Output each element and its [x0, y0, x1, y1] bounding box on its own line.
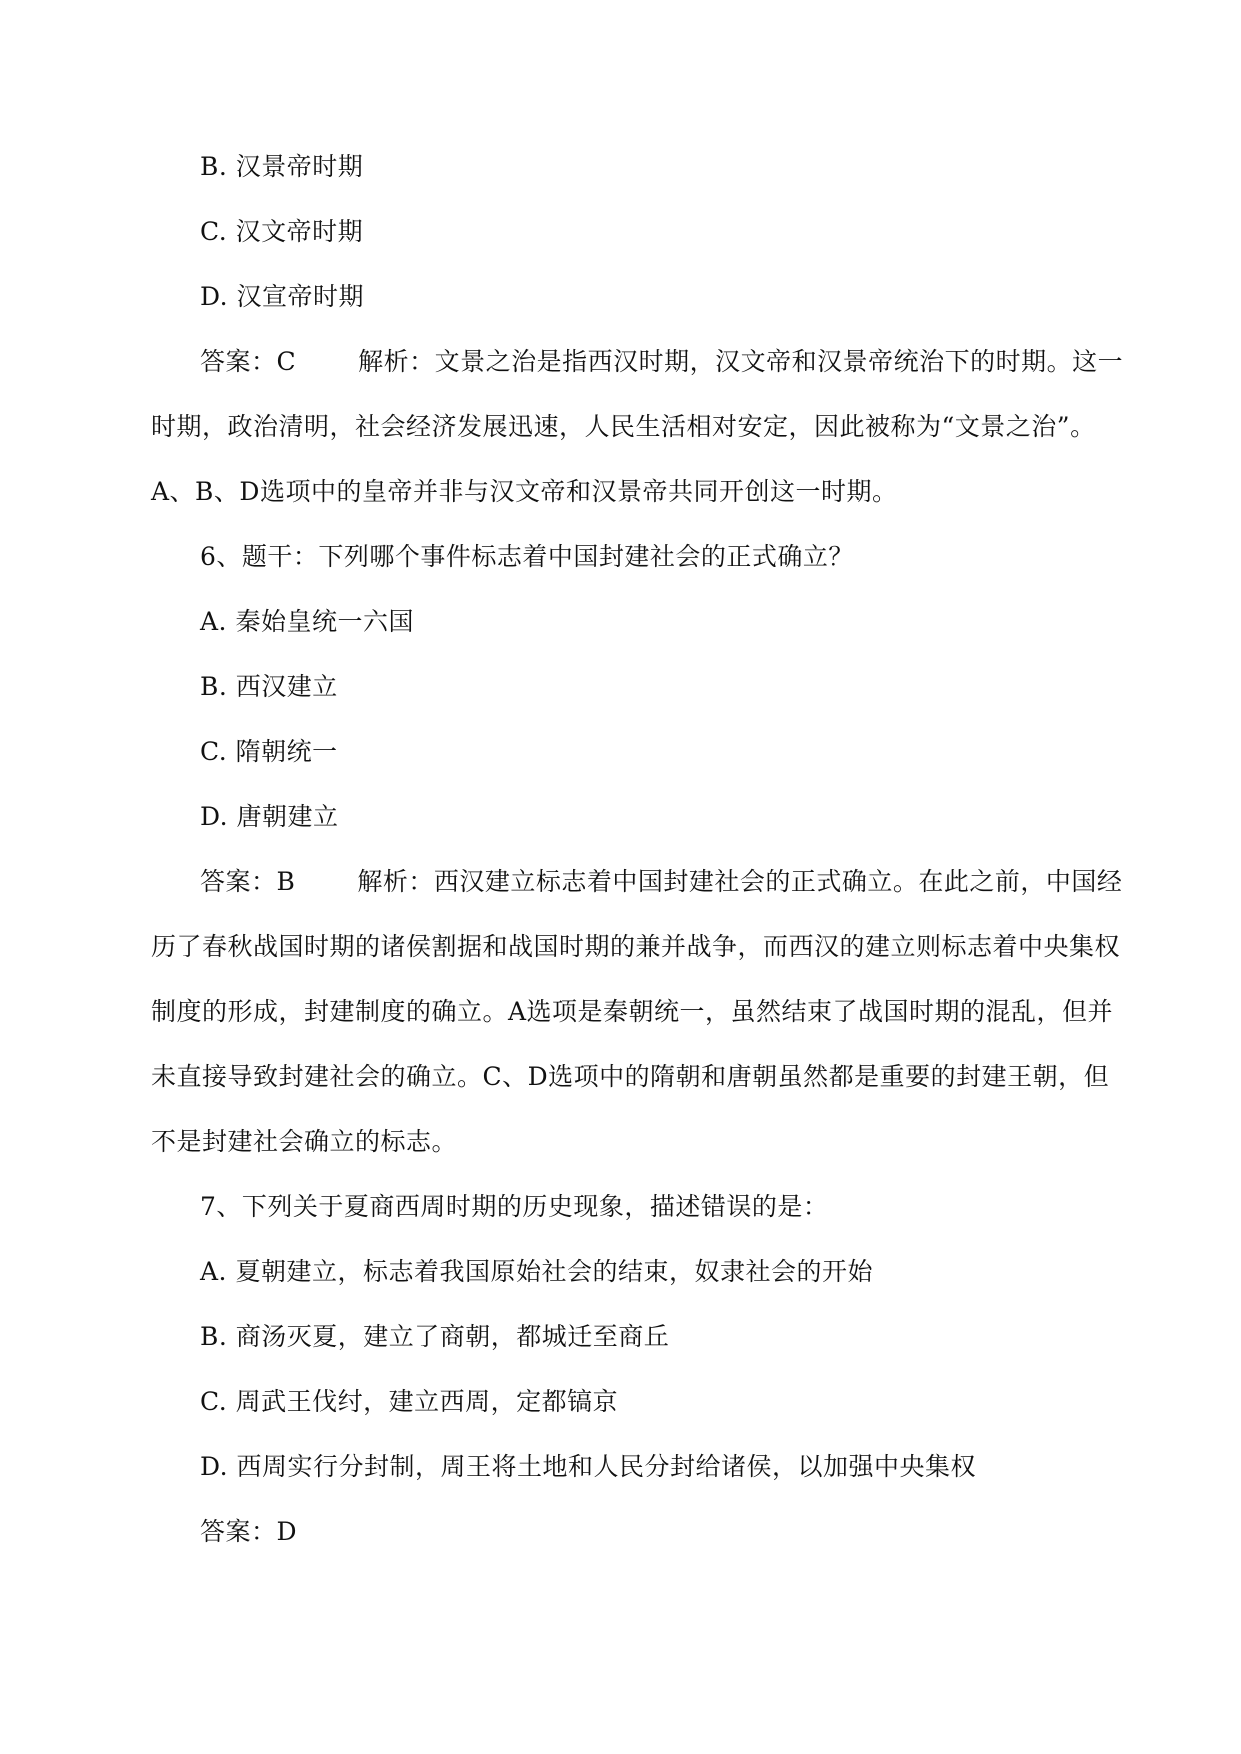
q7-option-a: A. 夏朝建立，标志着我国原始社会的结束，奴隶社会的开始 [200, 1257, 873, 1286]
q5-answer: 答案：C [200, 347, 297, 376]
q7-option-c: C. 周武王伐纣，建立西周，定都镐京 [200, 1387, 619, 1416]
q7-stem: 7、下列关于夏商西周时期的历史现象，描述错误的是： [200, 1192, 829, 1221]
q5-option-c: C. 汉文帝时期 [200, 217, 364, 246]
q6-explanation-line-2: 历了春秋战国时期的诸侯割据和战国时期的兼并战争，而西汉的建立则标志着中央集权 [151, 932, 1121, 961]
q5-option-d: D. 汉宣帝时期 [200, 282, 365, 311]
q5-answer-line [200, 345, 1123, 379]
q6-answer: 答案：B [200, 867, 296, 896]
q6-explanation-line-3: 制度的形成，封建制度的确立。A选项是秦朝统一，虽然结束了战国时期的混乱，但并 [151, 997, 1114, 1026]
q6-option-d: D. 唐朝建立 [200, 802, 339, 831]
q6-option-c: C. 隋朝统一 [200, 737, 338, 766]
q6-explanation-line-4: 未直接导致封建社会的确立。C、D选项中的隋朝和唐朝虽然都是重要的封建王朝，但 [151, 1062, 1110, 1091]
q6-explanation-start: 解析：西汉建立标志着中国封建社会的正式确立。在此之前，中国经 [357, 867, 1123, 896]
q7-answer: 答案：D [200, 1517, 298, 1546]
q6-stem: 6、题干：下列哪个事件标志着中国封建社会的正式确立？ [200, 542, 854, 571]
q5-explanation-line-2: 时期，政治清明，社会经济发展迅速，人民生活相对安定，因此被称为“文景之治”。 [151, 412, 1096, 441]
q6-option-a: A. 秦始皇统一六国 [200, 607, 414, 636]
q7-option-b: B. 商汤灭夏，建立了商朝，都城迁至商丘 [200, 1322, 670, 1351]
q5-explanation-start: 解析：文景之治是指西汉时期，汉文帝和汉景帝统治下的时期。这一 [358, 347, 1124, 376]
q6-answer-line [200, 865, 1122, 899]
q6-explanation-line-5: 不是封建社会确立的标志。 [151, 1127, 458, 1156]
q5-explanation-line-3: A、B、D选项中的皇帝并非与汉文帝和汉景帝共同开创这一时期。 [151, 477, 898, 506]
q7-option-d: D. 西周实行分封制，周王将土地和人民分封给诸侯，以加强中央集权 [200, 1452, 977, 1481]
q5-option-b: B. 汉景帝时期 [200, 152, 364, 181]
q6-option-b: B. 西汉建立 [200, 672, 338, 701]
